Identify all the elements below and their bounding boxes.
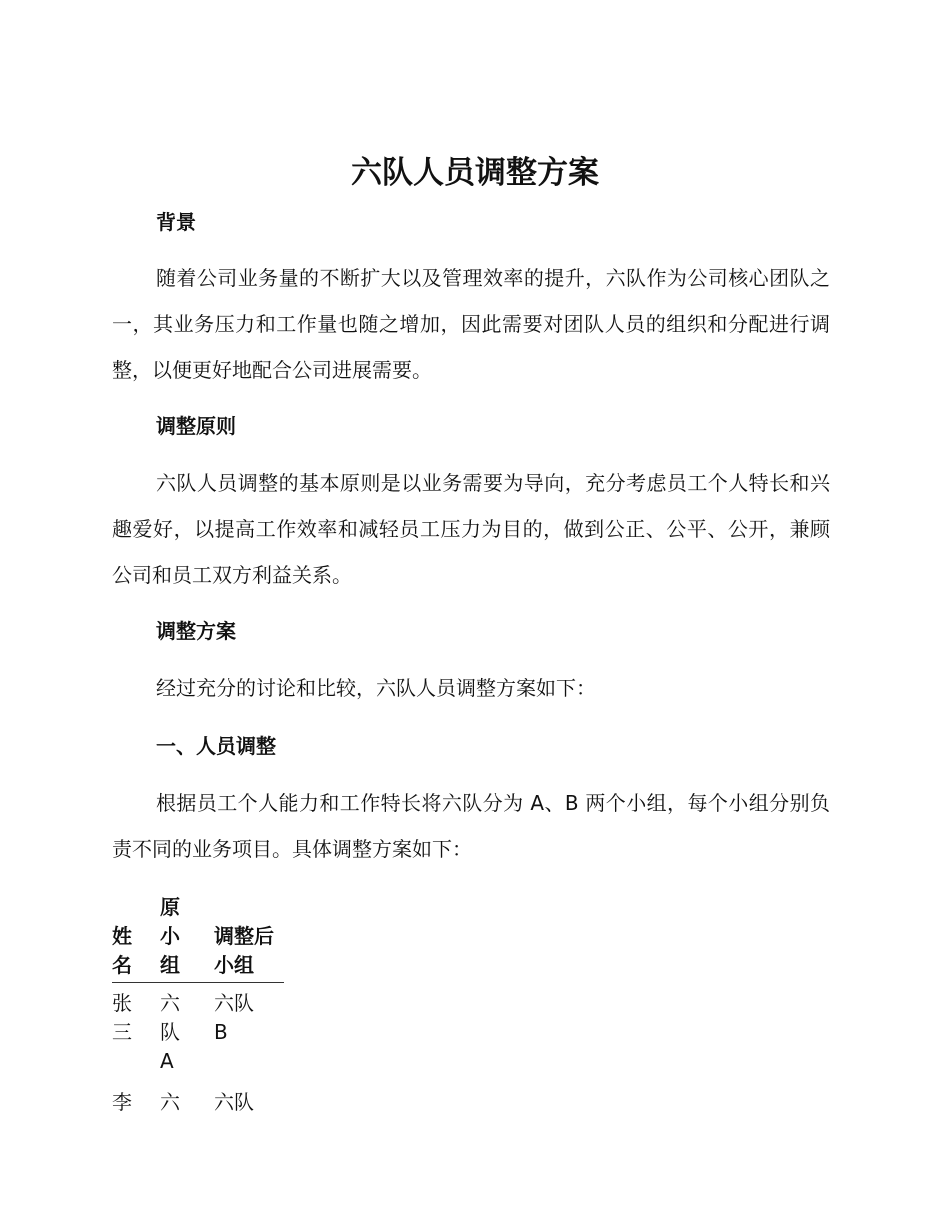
section-heading-plan: 调整方案 — [156, 619, 236, 643]
section-heading-personnel: 一、人员调整 — [156, 734, 276, 758]
section-heading-background: 背景 — [156, 210, 196, 234]
header-new-group: 调整后小组 — [214, 893, 284, 983]
cell-original-group: 六队A — [160, 991, 180, 1073]
paragraph-plan: 经过充分的讨论和比较，六队人员调整方案如下： — [156, 676, 596, 700]
paragraph-principle: 六队人员调整的基本原则是以业务需要为导向，充分考虑员工个人特长和兴趣爱好，以提高工作效率和减轻员工压力为目的，做到公正、公平、公开，兼顾公司和员工双方利益关系。 — [112, 471, 830, 587]
document-title: 六队人员调整方案 — [351, 155, 599, 191]
paragraph-personnel: 根据员工个人能力和工作特长将六队分为 A、B 两个小组，每个小组分别负责不同的业务项目。具体调整方案如下： — [112, 791, 830, 861]
personnel-table — [112, 893, 284, 1123]
cell-name: 李 — [112, 1090, 132, 1114]
table-row — [112, 1082, 284, 1123]
cell-original-group: 六 — [160, 1090, 180, 1114]
section-heading-principle: 调整原则 — [156, 414, 236, 438]
cell-name: 张三 — [112, 991, 132, 1044]
cell-new-group: 六队 B — [214, 991, 254, 1044]
header-name: 姓名 — [112, 893, 160, 983]
paragraph-background: 随着公司业务量的不断扩大以及管理效率的提升，六队作为公司核心团队之一，其业务压力和工作量也随之增加，因此需要对团队人员的组织和分配进行调整，以便更好地配合公司进展需要。 — [112, 266, 830, 382]
table-row — [112, 983, 284, 1083]
cell-new-group: 六队 — [214, 1090, 254, 1114]
header-original-group: 原小组 — [160, 893, 214, 983]
table-header-row — [112, 893, 284, 983]
